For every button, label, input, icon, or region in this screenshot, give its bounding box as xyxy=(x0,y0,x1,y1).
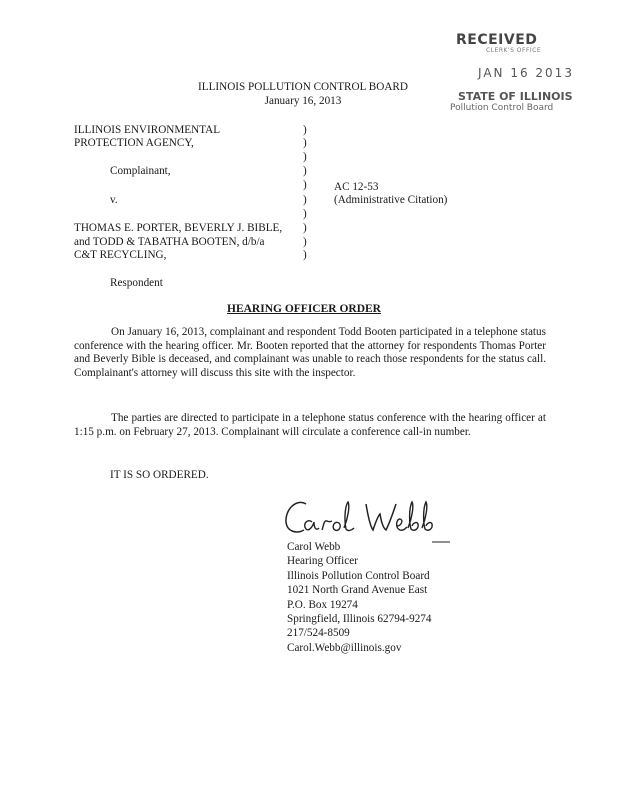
caption-paren: ) xyxy=(303,208,307,220)
caption-paren: ) xyxy=(303,151,307,163)
caption-paren: ) xyxy=(303,137,307,149)
signer-address: 1021 North Grand Avenue East xyxy=(287,584,428,597)
board-name: ILLINOIS POLLUTION CONTROL BOARD xyxy=(198,81,408,93)
signer-email: Carol.Webb@illinois.gov xyxy=(287,641,402,654)
complainant-line1: ILLINOIS ENVIRONMENTAL xyxy=(74,124,221,136)
signer-name: Carol Webb xyxy=(287,541,341,553)
caption-paren: ) xyxy=(303,124,307,136)
stamp-state: STATE OF ILLINOIS xyxy=(458,90,573,103)
order-paragraph-2: The parties are directed to participate in a telephone status conference with the hearing officer at 1:15 p.m. on February 27, 2013. Complainant will circulate a conference call-in number. xyxy=(74,412,546,438)
header-date: January 16, 2013 xyxy=(264,95,342,107)
stamp-clerks-office: CLERK'S OFFICE xyxy=(486,47,542,54)
caption-paren: ) xyxy=(303,236,307,248)
complainant-label: Complainant, xyxy=(110,165,171,177)
order-title: HEARING OFFICER ORDER xyxy=(227,303,381,315)
signature-block xyxy=(287,540,432,655)
caption-paren: ) xyxy=(303,222,307,234)
stamp-date: JAN 16 2013 xyxy=(478,66,574,80)
respondent-line3: C&T RECYCLING, xyxy=(74,249,167,261)
respondent-line2: and TODD & TABATHA BOOTEN, d/b/a xyxy=(74,236,265,248)
respondent-line1: THOMAS E. PORTER, BEVERLY J. BIBLE, xyxy=(74,222,283,234)
respondent-label: Respondent xyxy=(110,277,163,289)
caption-paren: ) xyxy=(303,249,307,261)
stamp-received: RECEIVED xyxy=(456,32,538,48)
caption-paren: ) xyxy=(303,165,307,177)
caption-paren: ) xyxy=(303,179,307,191)
caption-paren: ) xyxy=(303,194,307,206)
signer-phone: 217/524-8509 xyxy=(287,627,350,640)
versus: v. xyxy=(110,194,118,206)
signer-organization: Illinois Pollution Control Board xyxy=(287,569,430,582)
order-paragraph-1: On January 16, 2013, complainant and respondent Todd Booten participated in a telephone status conference with the hearing officer. Mr. Booten reported that the attorney for respondents Thomas Porter and Beverly Bible is deceased, and complainant was unable to reach those respondents for the status call. Complainant's attorney will discuss this site with the inspector. xyxy=(74,326,546,379)
complainant-line2: PROTECTION AGENCY, xyxy=(74,137,194,149)
closing: IT IS SO ORDERED. xyxy=(110,469,209,481)
case-type: (Administrative Citation) xyxy=(334,194,448,206)
handwritten-signature xyxy=(282,492,450,544)
signer-city: Springfield, Illinois 62794-9274 xyxy=(287,613,432,626)
signer-title: Hearing Officer xyxy=(287,555,358,568)
case-number: AC 12-53 xyxy=(334,181,379,193)
stamp-board: Pollution Control Board xyxy=(450,103,554,113)
signer-po-box: P.O. Box 19274 xyxy=(287,598,358,611)
